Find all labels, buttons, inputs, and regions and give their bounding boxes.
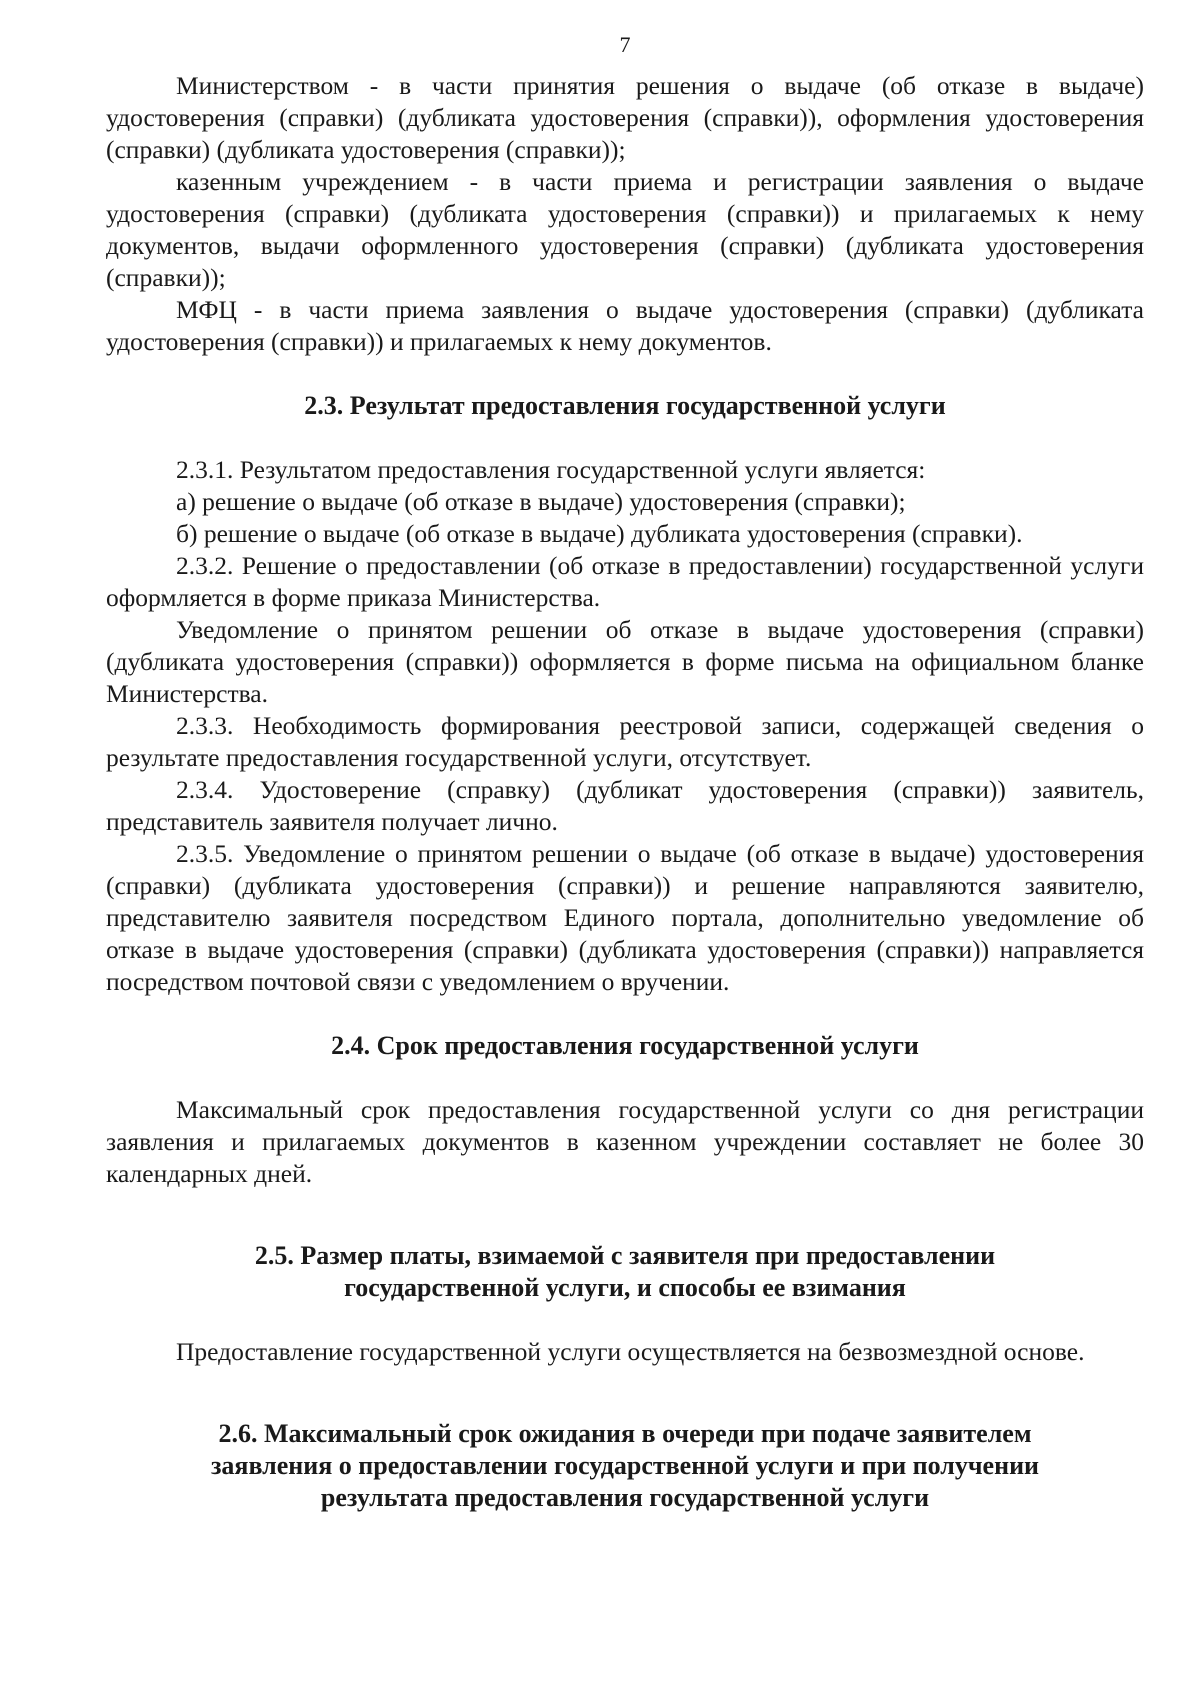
page-number: 7 <box>619 32 631 57</box>
section-2-3-1-item-a: а) решение о выдаче (об отказе в выдаче) удостоверения (справки); <box>176 487 906 516</box>
intro-paragraph-ministry: Министерством - в части принятия решения о выдаче (об отказе в выдаче) удостоверения (справки) (дубликата удостоверения (справки)), оформления удостоверения (справки) (дубликата удостоверения (справки)); <box>106 71 1144 164</box>
intro-paragraph-mfc: МФЦ - в части приема заявления о выдаче удостоверения (справки) (дубликата удостоверения (справки)) и прилагаемых к нему документов. <box>106 295 1144 356</box>
section-2-6-heading-line2: заявления о предоставлении государственной услуги и при получении <box>210 1451 1040 1480</box>
section-2-3-2-notice-paragraph: Уведомление о принятом решении об отказе в выдаче удостоверения (справки) (дубликата удостоверения (справки)) оформляется в форме письма на официальном бланке Министерства. <box>106 615 1144 708</box>
section-2-5-heading <box>106 1240 1144 1304</box>
section-2-5-heading-line2: государственной услуги, и способы ее взимания <box>344 1273 906 1302</box>
section-2-3-3-paragraph: 2.3.3. Необходимость формирования реестровой записи, содержащей сведения о результате предоставления государственной услуги, отсутствует. <box>106 711 1144 772</box>
document-page <box>106 30 1144 1514</box>
section-2-6-heading-line3: результата предоставления государственной услуги <box>320 1483 930 1512</box>
section-2-3-heading: 2.3. Результат предоставления государственной услуги <box>304 391 946 420</box>
section-2-4-heading: 2.4. Срок предоставления государственной услуги <box>331 1031 919 1060</box>
section-2-6-heading <box>106 1418 1144 1514</box>
intro-paragraph-institution: казенным учреждением - в части приема и регистрации заявления о выдаче удостоверения (справки) (дубликата удостоверения (справки)) и прилагаемых к нему документов, выдачи оформленного удостоверения (справки) (дубликата удостоверения (справки)); <box>106 167 1144 292</box>
section-2-4-paragraph: Максимальный срок предоставления государственной услуги со дня регистрации заявления и прилагаемых документов в казенном учреждении составляет не более 30 календарных дней. <box>106 1095 1144 1188</box>
section-2-3-1-paragraph: 2.3.1. Результатом предоставления государственной услуги является: <box>176 455 926 484</box>
section-2-3-2-paragraph: 2.3.2. Решение о предоставлении (об отказе в предоставлении) государственной услуги оформляется в форме приказа Министерства. <box>106 551 1144 612</box>
section-2-3-1-item-b: б) решение о выдаче (об отказе в выдаче) дубликата удостоверения (справки). <box>176 519 1023 548</box>
section-2-5-heading-line1: 2.5. Размер платы, взимаемой с заявителя при предоставлении <box>254 1241 996 1270</box>
section-2-3-4-paragraph: 2.3.4. Удостоверение (справку) (дубликат удостоверения (справки)) заявитель, представитель заявителя получает лично. <box>106 775 1144 836</box>
section-2-5-paragraph: Предоставление государственной услуги осуществляется на безвозмездной основе. <box>176 1337 1085 1366</box>
section-2-6-heading-line1: 2.6. Максимальный срок ожидания в очереди при подаче заявителем <box>218 1419 1032 1448</box>
section-2-3-5-paragraph: 2.3.5. Уведомление о принятом решении о выдаче (об отказе в выдаче) удостоверения (справки) (дубликата удостоверения (справки)) и решение направляются заявителю, представителю заявителя посредством Единого портала, дополнительно уведомление об отказе в выдаче удостоверения (справки) (дубликата удостоверения (справки)) направляется посредством почтовой связи с уведомлением о вручении. <box>106 839 1144 996</box>
